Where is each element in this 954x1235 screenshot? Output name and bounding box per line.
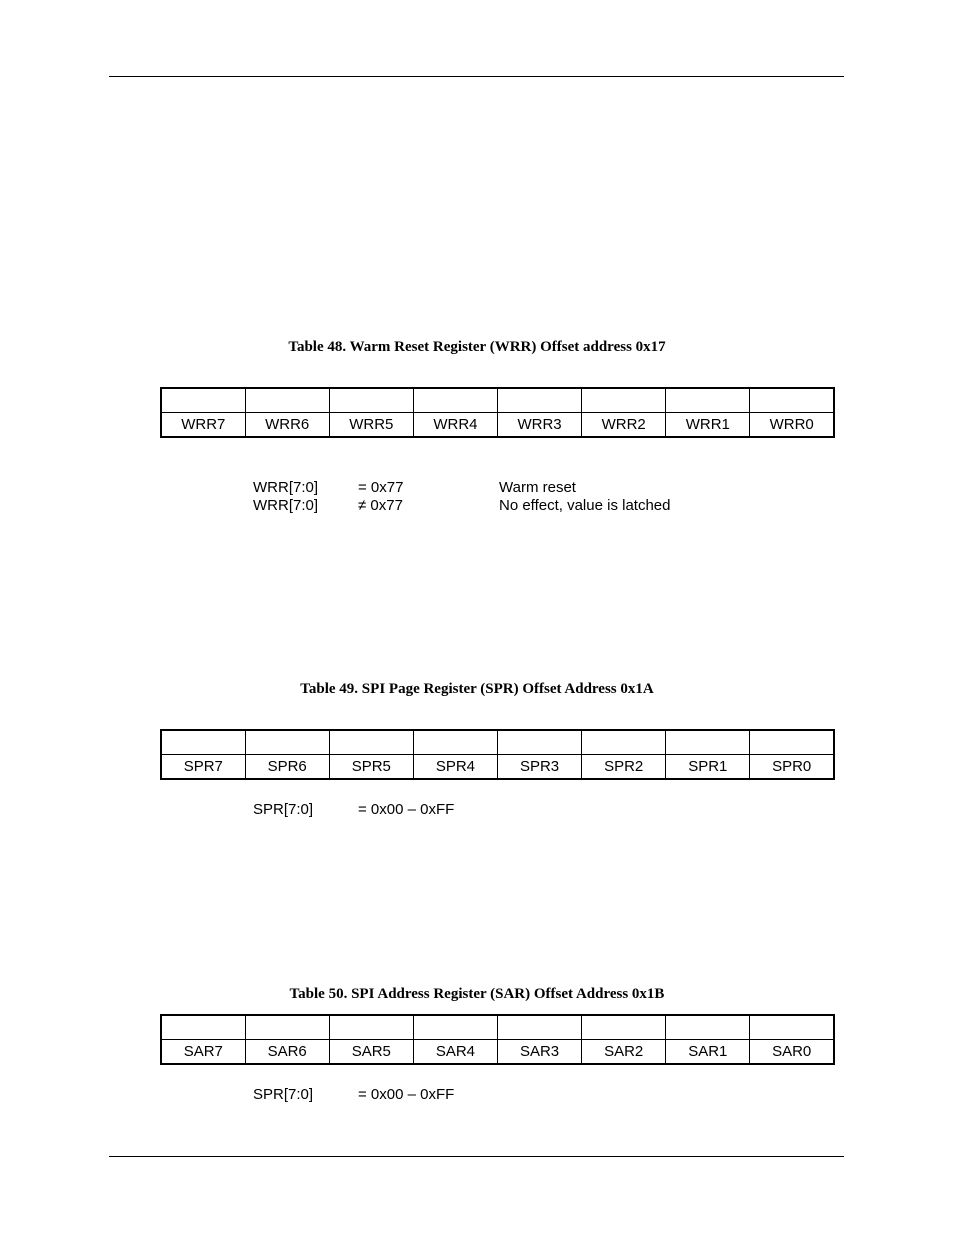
table-row xyxy=(161,1040,834,1065)
note-field: SPR[7:0] xyxy=(253,801,314,818)
bit-name: WRR2 xyxy=(582,413,666,438)
bit-name: WRR6 xyxy=(245,413,329,438)
bit-name: SAR1 xyxy=(666,1040,750,1065)
bit-cell xyxy=(498,388,582,413)
bit-name: WRR7 xyxy=(161,413,245,438)
bit-name: SPR4 xyxy=(413,755,497,780)
bit-name: SPR7 xyxy=(161,755,245,780)
bit-name: SAR6 xyxy=(245,1040,329,1065)
bit-cell xyxy=(245,1015,329,1040)
bit-name: SPR6 xyxy=(245,755,329,780)
bit-cell xyxy=(666,730,750,755)
note-value: = 0x00 – 0xFF xyxy=(358,801,455,818)
bit-cell xyxy=(329,1015,413,1040)
bit-name: WRR1 xyxy=(666,413,750,438)
bit-name: SPR1 xyxy=(666,755,750,780)
spr-register-table xyxy=(160,729,835,780)
note-value: ≠ 0x77 xyxy=(358,497,403,514)
bit-cell xyxy=(582,1015,666,1040)
bit-cell xyxy=(666,1015,750,1040)
bit-cell xyxy=(161,1015,245,1040)
note-field: SPR[7:0] xyxy=(253,1086,314,1103)
bit-name: SPR3 xyxy=(498,755,582,780)
note-value: = 0x77 xyxy=(358,479,404,496)
footer-rule xyxy=(109,1156,844,1157)
bit-cell xyxy=(329,730,413,755)
table-row-empty xyxy=(161,1015,834,1040)
sar-register-table xyxy=(160,1014,835,1065)
bit-name: SAR3 xyxy=(498,1040,582,1065)
bit-cell xyxy=(582,730,666,755)
bit-cell xyxy=(161,388,245,413)
table-row xyxy=(161,755,834,780)
bit-name: WRR5 xyxy=(329,413,413,438)
note-field: WRR[7:0] xyxy=(253,479,319,496)
bit-cell xyxy=(498,1015,582,1040)
bit-name: SAR5 xyxy=(329,1040,413,1065)
bit-name: SPR5 xyxy=(329,755,413,780)
table-50-caption: Table 50. SPI Address Register (SAR) Offset Address 0x1B xyxy=(289,986,665,1002)
bit-name: SAR0 xyxy=(750,1040,834,1065)
bit-cell xyxy=(161,730,245,755)
bit-name: WRR0 xyxy=(750,413,834,438)
bit-cell xyxy=(413,1015,497,1040)
note-desc: Warm reset xyxy=(499,479,576,496)
wrr-register-table xyxy=(160,387,835,438)
table-48-caption: Table 48. Warm Reset Register (WRR) Offset address 0x17 xyxy=(288,339,666,355)
bit-name: SPR0 xyxy=(750,755,834,780)
bit-cell xyxy=(750,730,834,755)
note-field: WRR[7:0] xyxy=(253,497,319,514)
table-row-empty xyxy=(161,730,834,755)
bit-cell xyxy=(582,388,666,413)
bit-cell xyxy=(413,730,497,755)
header-rule xyxy=(109,76,844,77)
bit-cell xyxy=(329,388,413,413)
bit-cell xyxy=(245,388,329,413)
bit-name: SAR2 xyxy=(582,1040,666,1065)
bit-name: SPR2 xyxy=(582,755,666,780)
bit-name: WRR4 xyxy=(413,413,497,438)
bit-cell xyxy=(413,388,497,413)
note-desc: No effect, value is latched xyxy=(499,497,671,514)
table-row-empty xyxy=(161,388,834,413)
bit-name: SAR4 xyxy=(413,1040,497,1065)
table-row xyxy=(161,413,834,438)
bit-name: SAR7 xyxy=(161,1040,245,1065)
note-value: = 0x00 – 0xFF xyxy=(358,1086,455,1103)
table-49-caption: Table 49. SPI Page Register (SPR) Offset Address 0x1A xyxy=(300,681,654,697)
bit-cell xyxy=(666,388,750,413)
bit-cell xyxy=(750,1015,834,1040)
bit-cell xyxy=(750,388,834,413)
bit-cell xyxy=(245,730,329,755)
bit-name: WRR3 xyxy=(498,413,582,438)
bit-cell xyxy=(498,730,582,755)
